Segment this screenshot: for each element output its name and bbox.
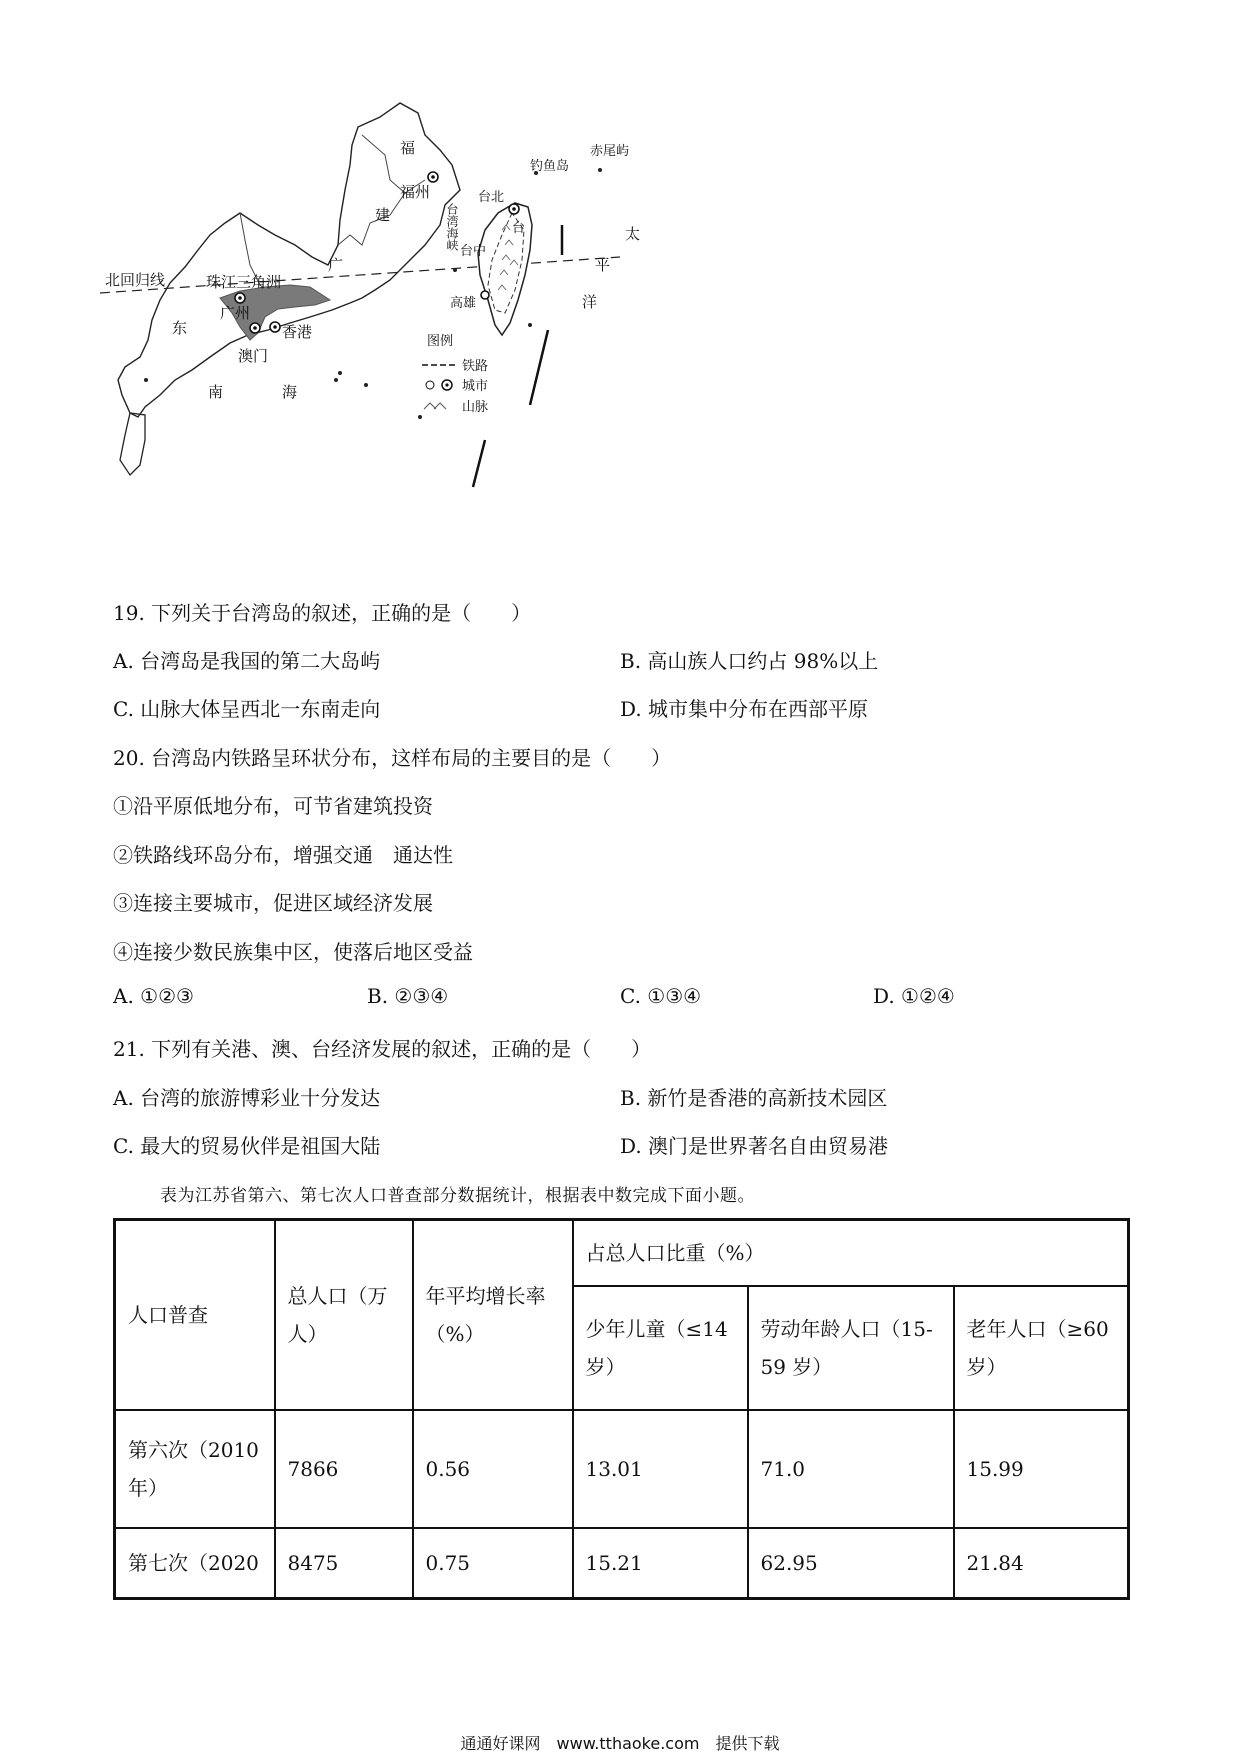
q21-option-d: D. 澳门是世界著名自由贸易港 xyxy=(620,1134,889,1158)
map-label: 澳门 xyxy=(238,347,269,365)
q19-option-d: D. 城市集中分布在西部平原 xyxy=(620,697,869,721)
question-20-stem: 20. 台湾岛内铁路呈环状分布，这样布局的主要目的是（ ） xyxy=(113,746,672,770)
header-young: 少年儿童（≤14 岁） xyxy=(573,1286,748,1410)
table-row xyxy=(115,1410,1129,1528)
header-census: 人口普查 xyxy=(115,1220,275,1410)
table-row xyxy=(115,1528,1129,1598)
map-label: 香港 xyxy=(282,323,313,341)
cell-total: 8475 xyxy=(275,1528,413,1598)
q21-option-c: C. 最大的贸易伙伴是祖国大陆 xyxy=(113,1134,381,1158)
islands xyxy=(144,168,602,419)
cell-census: 第六次（2010年） xyxy=(115,1410,275,1528)
map-legend xyxy=(422,334,488,415)
q20-statement-3: ③连接主要城市，促进区域经济发展 xyxy=(113,891,433,915)
question-21-stem: 21. 下列有关港、澳、台经济发展的叙述，正确的是（ ） xyxy=(113,1037,652,1061)
map-label: 台 xyxy=(512,221,526,236)
cell-old: 21.84 xyxy=(954,1528,1129,1598)
map-label: 建 xyxy=(375,206,391,224)
sea-boundary-mark xyxy=(473,440,485,487)
q20-option-c: C. ①③④ xyxy=(620,984,702,1008)
q20-statement-1: ①沿平原低地分布，可节省建筑投资 xyxy=(113,794,433,818)
map-label: 平 xyxy=(595,256,611,274)
cell-young: 13.01 xyxy=(573,1410,748,1528)
header-total-population: 总人口（万人） xyxy=(275,1220,413,1410)
table-caption: 表为江苏省第六、第七次人口普查部分数据统计，根据表中数完成下面小题。 xyxy=(160,1186,755,1206)
cell-working: 62.95 xyxy=(748,1528,954,1598)
cell-working: 71.0 xyxy=(748,1410,954,1528)
province-border xyxy=(362,135,405,193)
cell-total: 7866 xyxy=(275,1410,413,1528)
header-working-age: 劳动年龄人口（15-59 岁） xyxy=(748,1286,954,1410)
q19-option-c: C. 山脉大体呈西北一东南走向 xyxy=(113,697,381,721)
cell-growth: 0.56 xyxy=(413,1410,573,1528)
map-label: 海 xyxy=(282,383,298,401)
leizhou-peninsula xyxy=(120,413,145,475)
mountain-icon xyxy=(424,403,446,409)
header-population-ratio: 占总人口比重（%） xyxy=(573,1220,1129,1286)
q21-option-b: B. 新竹是香港的高新技术园区 xyxy=(620,1086,888,1110)
map-label: 珠江三角洲 xyxy=(206,273,282,291)
map-label: 福州 xyxy=(400,183,431,201)
map-label: 洋 xyxy=(582,293,598,311)
map-label: 福 xyxy=(400,139,416,157)
q19-option-a: A. 台湾岛是我国的第二大岛屿 xyxy=(113,649,381,673)
map-figure xyxy=(100,95,740,555)
q20-statement-4: ④连接少数民族集中区，使落后地区受益 xyxy=(113,940,473,964)
legend-title: 图例 xyxy=(427,334,454,349)
map-label: 钓鱼岛 xyxy=(530,159,570,174)
q20-statement-2: ②铁路线环岛分布，增强交通 通达性 xyxy=(113,843,453,867)
page-footer: 通通好课网 www.tthaoke.com 提供下载 xyxy=(460,1734,780,1753)
map-label: 太 xyxy=(625,225,641,243)
cell-old: 15.99 xyxy=(954,1410,1129,1528)
map-label: 台北 xyxy=(478,190,505,205)
map-label: 台中 xyxy=(460,244,487,259)
q21-option-a: A. 台湾的旅游博彩业十分发达 xyxy=(113,1086,381,1110)
census-table xyxy=(113,1218,1130,1600)
legend-mountain: 山脉 xyxy=(462,400,489,415)
map-label: 广 xyxy=(328,256,344,274)
map-label: 南 xyxy=(208,383,224,401)
map-label: 东 xyxy=(172,319,188,337)
map-label: 赤尾屿 xyxy=(590,144,630,159)
cell-census: 第七次（2020 xyxy=(115,1528,275,1598)
map-label: 广州 xyxy=(220,304,251,322)
q20-option-a: A. ①②③ xyxy=(113,984,194,1008)
q20-option-d: D. ①②④ xyxy=(873,984,955,1008)
legend-railway: 铁路 xyxy=(462,359,489,374)
cell-young: 15.21 xyxy=(573,1528,748,1598)
map-label: 北回归线 xyxy=(105,271,166,289)
header-elderly: 老年人口（≥60 岁） xyxy=(954,1286,1129,1410)
legend-city: 城市 xyxy=(462,379,489,394)
map-label: 高雄 xyxy=(450,296,477,311)
question-19-stem: 19. 下列关于台湾岛的叙述，正确的是（ ） xyxy=(113,601,532,625)
map-label: 台湾海峡 xyxy=(445,203,459,251)
cell-growth: 0.75 xyxy=(413,1528,573,1598)
city-icon xyxy=(426,381,434,389)
header-growth-rate: 年平均增长率（%） xyxy=(413,1220,573,1410)
sea-boundary-mark xyxy=(530,330,548,405)
q19-option-b: B. 高山族人口约占 98%以上 xyxy=(620,649,879,673)
q20-option-b: B. ②③④ xyxy=(367,984,449,1008)
